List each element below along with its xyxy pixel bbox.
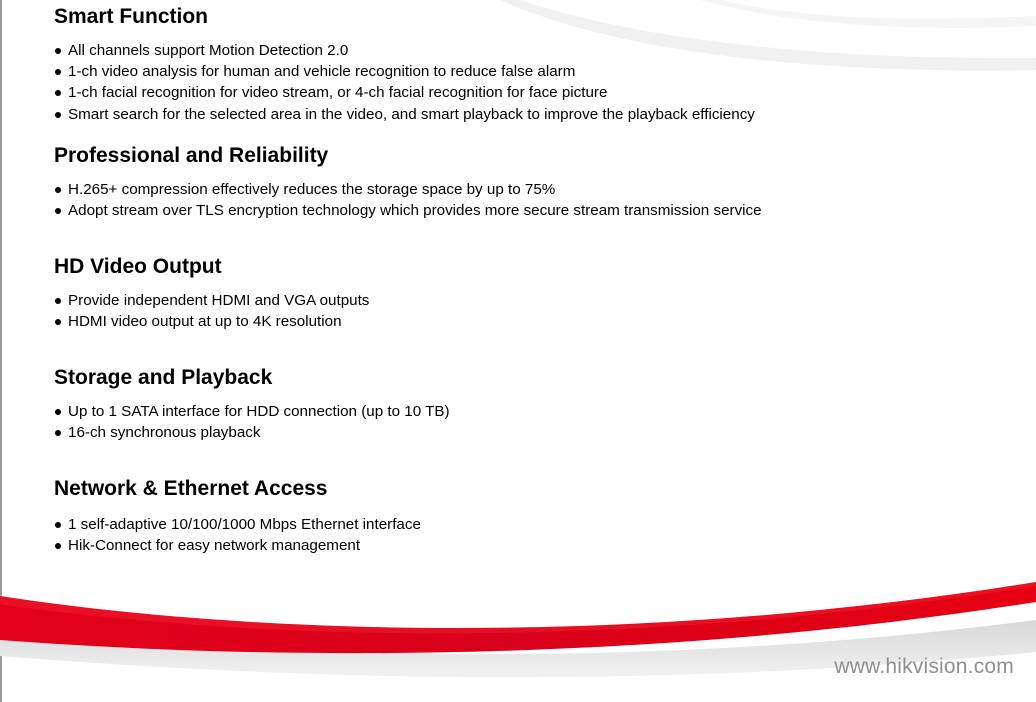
bullet-item: 1-ch video analysis for human and vehicle recognition to reduce false alarm xyxy=(54,61,1014,82)
bullet-item: Hik-Connect for easy network management xyxy=(54,535,1014,556)
bullet-item: 16-ch synchronous playback xyxy=(54,422,1014,443)
section-hd-video-output xyxy=(54,252,1014,332)
bullet-item: Up to 1 SATA interface for HDD connection (up to 10 TB) xyxy=(54,401,1014,422)
bullet-dot-icon xyxy=(55,430,61,436)
section-storage-playback xyxy=(54,363,1014,443)
bullet-item: H.265+ compression effectively reduces the storage space by up to 75% xyxy=(54,179,1014,200)
bullet-dot-icon xyxy=(55,48,61,54)
bullet-dot-icon xyxy=(55,208,61,214)
bullet-dot-icon xyxy=(55,319,61,325)
bullet-item: HDMI video output at up to 4K resolution xyxy=(54,311,1014,332)
bullet-list xyxy=(54,514,1014,556)
bullet-item: All channels support Motion Detection 2.0 xyxy=(54,40,1014,61)
bullet-item: Provide independent HDMI and VGA outputs xyxy=(54,290,1014,311)
bullet-dot-icon xyxy=(55,522,61,528)
bullet-list xyxy=(54,401,1014,443)
bullet-dot-icon xyxy=(55,409,61,415)
footer-wave-decoration xyxy=(0,560,1036,702)
bullet-dot-icon xyxy=(55,69,61,75)
bullet-list xyxy=(54,290,1014,332)
section-professional-reliability xyxy=(54,141,1014,221)
bullet-dot-icon xyxy=(55,90,61,96)
section-heading: Smart Function xyxy=(54,5,209,28)
section-heading: Professional and Reliability xyxy=(54,144,329,167)
bullet-dot-icon xyxy=(55,298,61,304)
bullet-item: 1 self-adaptive 10/100/1000 Mbps Ethernet interface xyxy=(54,514,1014,535)
section-smart-function xyxy=(54,2,1014,125)
bullet-item: 1-ch facial recognition for video stream, or 4-ch facial recognition for face picture xyxy=(54,82,1014,103)
section-heading: Storage and Playback xyxy=(54,366,273,389)
bullet-dot-icon xyxy=(55,543,61,549)
bullet-item: Smart search for the selected area in the video, and smart playback to improve the playback efficiency xyxy=(54,104,1014,125)
bullet-dot-icon xyxy=(55,112,61,118)
section-heading: HD Video Output xyxy=(54,255,222,278)
section-heading: Network & Ethernet Access xyxy=(54,477,328,500)
footer-website-url[interactable]: www.hikvision.com xyxy=(834,655,1014,678)
bullet-item: Adopt stream over TLS encryption technology which provides more secure stream transmission service xyxy=(54,200,1014,221)
bullet-dot-icon xyxy=(55,187,61,193)
section-network-ethernet xyxy=(54,474,1014,556)
bullet-list xyxy=(54,179,1014,221)
bullet-list xyxy=(54,40,1014,125)
